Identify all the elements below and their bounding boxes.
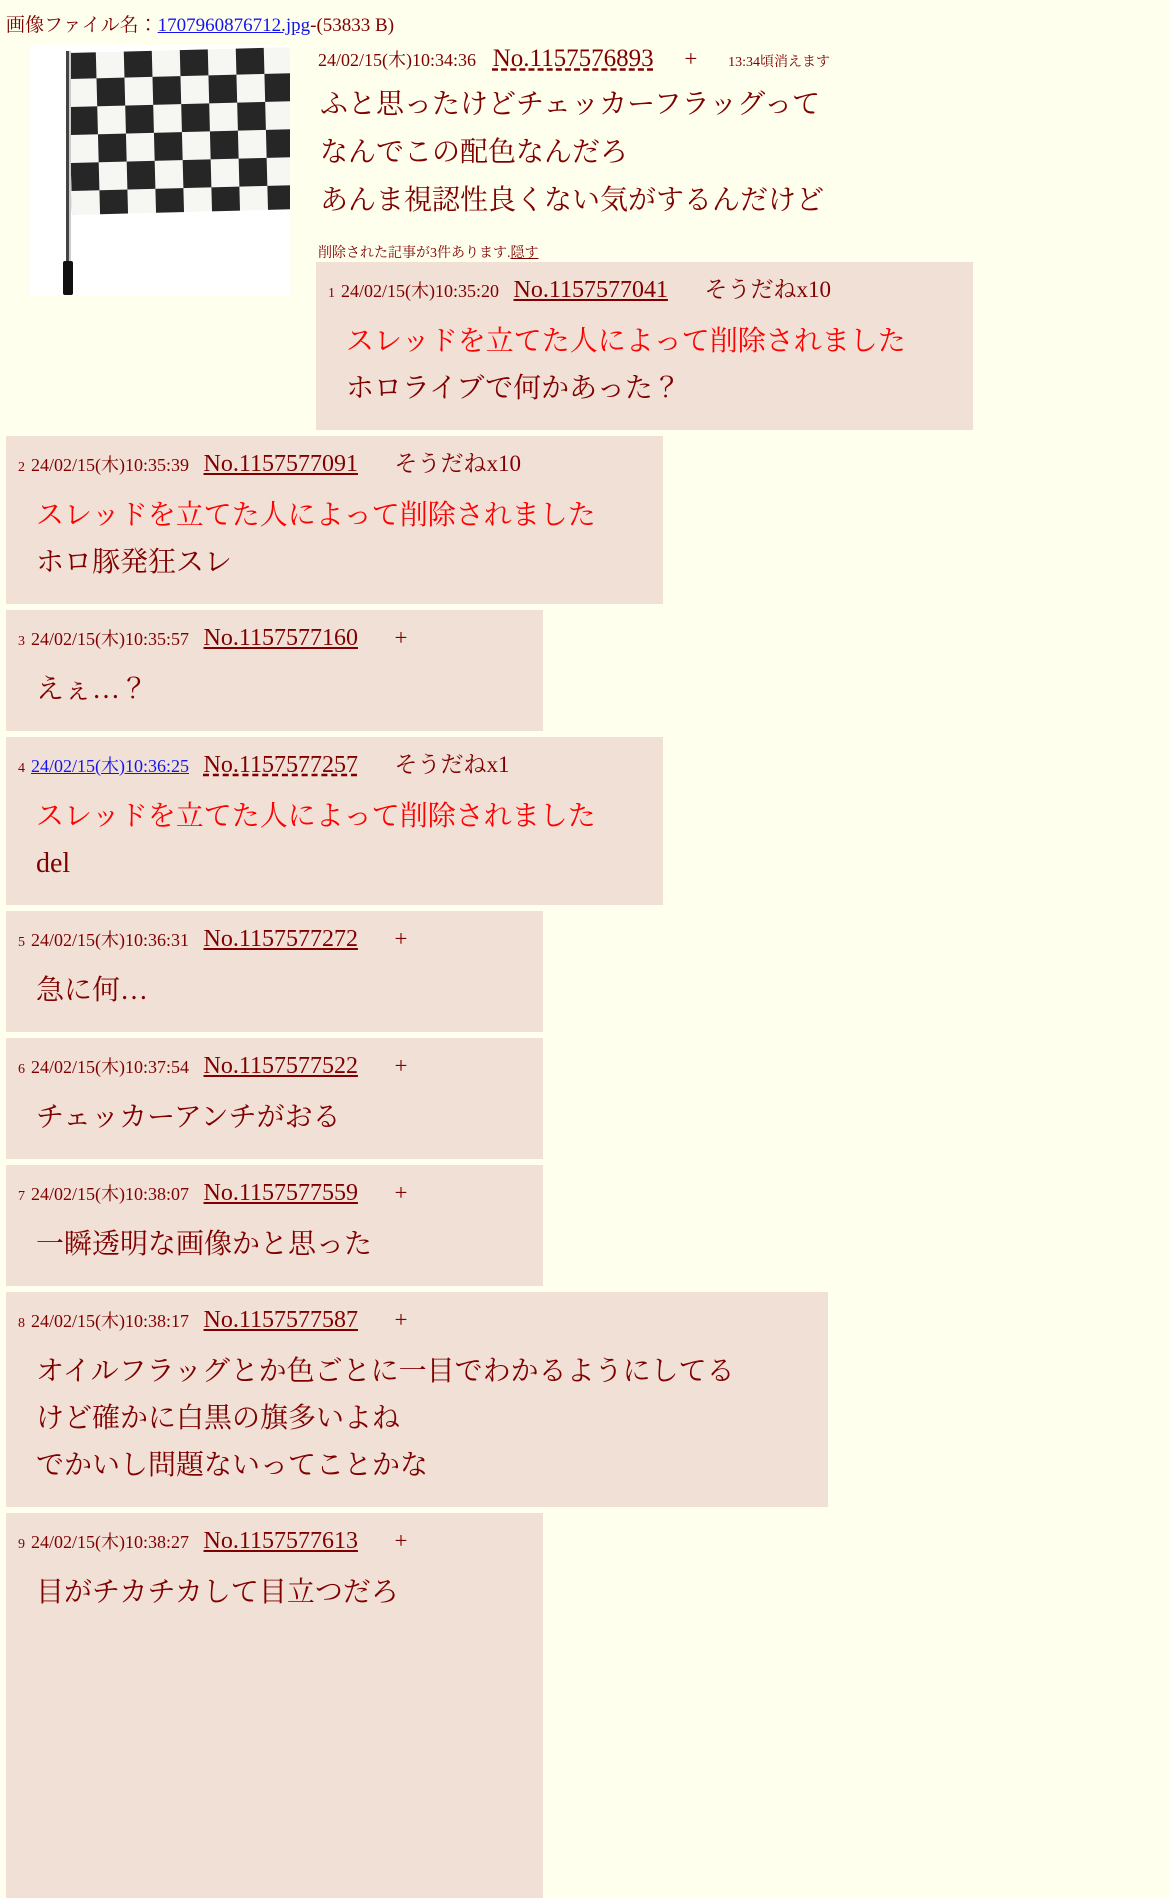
reply-index: 6 <box>18 1062 25 1077</box>
reply-header <box>18 924 523 958</box>
reply-number-link[interactable]: No.1157577272 <box>203 926 358 952</box>
reply-post <box>6 911 543 1032</box>
reply-body <box>36 1221 523 1268</box>
reply-date: 24/02/15(木)10:35:57 <box>31 629 189 649</box>
reply-number-link[interactable]: No.1157577257 <box>203 752 358 778</box>
file-name-link[interactable]: 1707960876712.jpg <box>157 15 311 36</box>
file-info-label: 画像ファイル名： <box>6 15 158 36</box>
hide-deleted-link[interactable]: 隠す <box>510 246 539 261</box>
reply-plus-button[interactable]: + <box>394 1528 408 1553</box>
reply-body-line: オイルフラッグとか色ごとに一目でわかるようにしてる <box>36 1356 735 1387</box>
reply-body <box>36 1569 523 1616</box>
reply-body <box>36 967 523 1014</box>
op-post <box>318 43 1170 262</box>
reply-post <box>6 1038 543 1159</box>
reply-body-line: 一瞬透明な画像かと思った <box>36 1229 373 1260</box>
reply-body <box>36 1348 808 1489</box>
reply-index: 7 <box>18 1189 25 1204</box>
reply-body-line: スレッドを立てた人によって削除されました <box>36 500 596 531</box>
reply-header <box>18 1178 523 1212</box>
reply-body-line: 目がチカチカして目立つだろ <box>36 1577 399 1608</box>
reply-plus-button[interactable]: + <box>394 1307 408 1332</box>
reply-body-line: チェッカーアンチがおる <box>36 1102 341 1133</box>
reply-plus-button[interactable]: + <box>394 1180 408 1205</box>
op-body <box>320 81 1170 225</box>
reply-index: 1 <box>328 286 335 301</box>
reply-index: 5 <box>18 935 25 950</box>
reply-sodane-button[interactable]: そうだねx1 <box>394 752 510 777</box>
reply-number-link[interactable]: No.1157577559 <box>203 1180 358 1206</box>
deleted-posts-text: 削除された記事が3件あります. <box>318 246 511 261</box>
deleted-posts-notice <box>318 242 1170 262</box>
reply-header <box>18 623 523 657</box>
op-plus-button[interactable]: + <box>684 46 698 71</box>
reply-body <box>36 666 523 713</box>
reply-index: 4 <box>18 761 25 776</box>
op-body-line: なんでこの配色なんだろ <box>320 137 629 168</box>
reply-header <box>18 1305 808 1339</box>
reply-header <box>18 1526 523 1560</box>
reply-plus-button[interactable]: + <box>394 926 408 951</box>
reply-body-line: スレッドを立てた人によって削除されました <box>346 326 906 357</box>
op-date: 24/02/15(木)10:34:36 <box>318 50 476 70</box>
op-number-link[interactable]: No.1157576893 <box>492 45 654 72</box>
op-expire-time: 13:34頃消えます <box>728 55 831 70</box>
reply-index: 2 <box>18 460 25 475</box>
op-header <box>318 43 1170 73</box>
file-info-line <box>6 10 1170 37</box>
reply-date: 24/02/15(木)10:35:20 <box>341 281 499 301</box>
reply-body-line: del <box>36 848 71 879</box>
reply-index: 8 <box>18 1316 25 1331</box>
reply-index: 9 <box>18 1537 25 1552</box>
reply-date: 24/02/15(木)10:38:07 <box>31 1184 189 1204</box>
reply-post <box>6 1513 543 1898</box>
reply-body <box>36 793 643 887</box>
reply-body-line: えぇ…？ <box>36 674 149 705</box>
reply-header <box>18 750 643 784</box>
reply-sodane-button[interactable]: そうだねx10 <box>704 277 831 302</box>
reply-body <box>36 1094 523 1141</box>
file-size: -(53833 B) <box>310 15 395 36</box>
reply-body-line: でかいし問題ないってことかな <box>36 1450 429 1481</box>
reply-date: 24/02/15(木)10:37:54 <box>31 1057 189 1077</box>
reply-body <box>36 492 643 586</box>
reply-sodane-button[interactable]: そうだねx10 <box>394 451 521 476</box>
reply-number-link[interactable]: No.1157577587 <box>203 1307 358 1333</box>
reply-body-line: ホロライブで何かあった？ <box>346 373 681 404</box>
reply-header <box>328 275 953 309</box>
op-body-line: あんま視認性良くない気がするんだけど <box>320 185 825 216</box>
reply-index: 3 <box>18 634 25 649</box>
reply-body-line: ホロ豚発狂スレ <box>36 547 233 578</box>
reply-plus-button[interactable]: + <box>394 625 408 650</box>
reply-date: 24/02/15(木)10:38:27 <box>31 1532 189 1552</box>
reply-post <box>6 1292 828 1507</box>
reply-header <box>18 449 643 483</box>
reply-number-link[interactable]: No.1157577091 <box>203 451 358 477</box>
reply-number-link[interactable]: No.1157577613 <box>203 1528 358 1554</box>
reply-date: 24/02/15(木)10:36:31 <box>31 930 189 950</box>
reply-date: 24/02/15(木)10:38:17 <box>31 1311 189 1331</box>
reply-body-line: けど確かに白黒の旗多いよね <box>36 1403 401 1434</box>
thread-image-checkered-flag[interactable] <box>30 45 290 295</box>
reply-list <box>6 262 1170 1898</box>
reply-body-line: 急に何… <box>36 975 149 1006</box>
reply-number-link[interactable]: No.1157577522 <box>203 1053 358 1079</box>
reply-post <box>6 436 663 604</box>
reply-post <box>6 610 543 731</box>
reply-number-link[interactable]: No.1157577041 <box>513 277 668 303</box>
reply-plus-button[interactable]: + <box>394 1053 408 1078</box>
reply-post <box>6 737 663 905</box>
reply-date-link[interactable]: 24/02/15(木)10:36:25 <box>31 756 189 776</box>
reply-header <box>18 1051 523 1085</box>
reply-number-link[interactable]: No.1157577160 <box>203 625 358 651</box>
reply-body <box>346 318 953 412</box>
reply-post <box>6 1165 543 1286</box>
op-body-line: ふと思ったけどチェッカーフラッグって <box>320 89 821 120</box>
checkered-flag-graphic <box>30 45 290 295</box>
reply-body-line: スレッドを立てた人によって削除されました <box>36 801 596 832</box>
reply-post <box>316 262 973 430</box>
reply-date: 24/02/15(木)10:35:39 <box>31 455 189 475</box>
